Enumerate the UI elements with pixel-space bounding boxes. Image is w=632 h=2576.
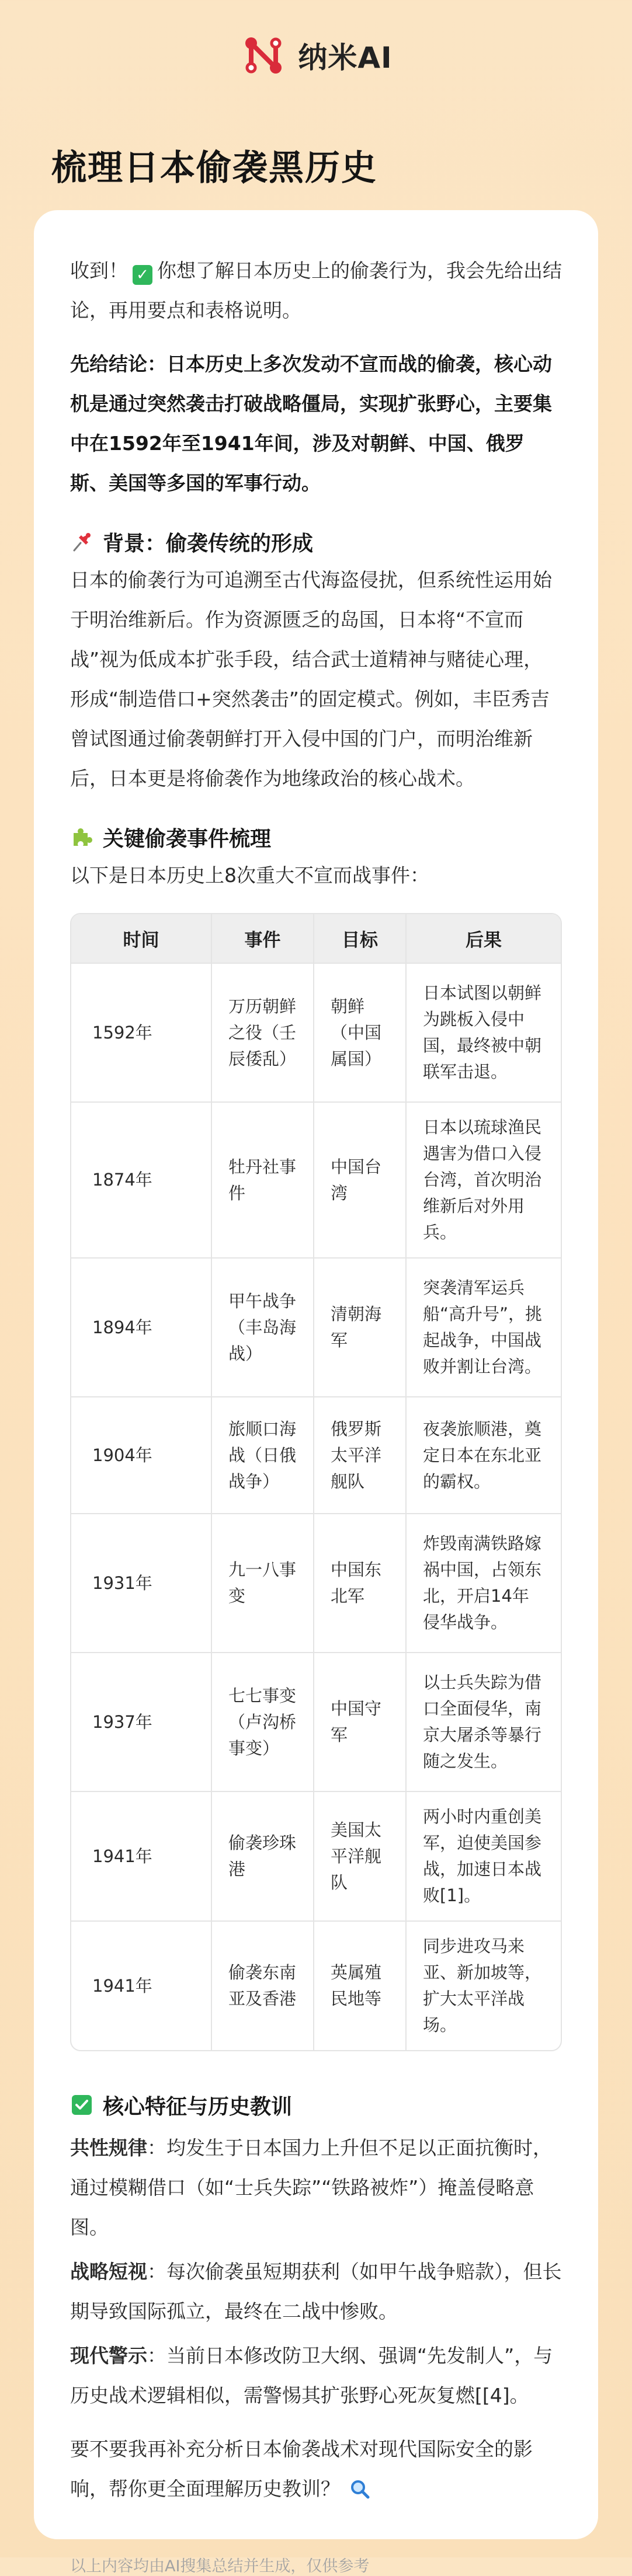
table-row bbox=[71, 1102, 561, 1258]
cell-target: 中国东北军 bbox=[314, 1514, 406, 1653]
cell-event: 万历朝鲜之役（壬辰倭乱） bbox=[211, 963, 314, 1102]
lesson-label: 战略短视 bbox=[70, 2260, 147, 2283]
cell-event: 偷袭东南亚及香港 bbox=[211, 1921, 314, 2050]
cell-target: 中国守军 bbox=[314, 1653, 406, 1791]
ai-disclaimer: 以上内容均由AI搜集总结并生成，仅供参考 bbox=[70, 2557, 370, 2575]
cell-result: 同步进攻马来亚、新加坡等，扩大太平洋战场。 bbox=[406, 1921, 561, 2050]
pushpin-icon bbox=[70, 530, 93, 553]
background-heading bbox=[70, 523, 562, 560]
events-table bbox=[70, 913, 562, 2051]
header-time: 时间 bbox=[71, 914, 211, 963]
cell-target: 中国台湾 bbox=[314, 1102, 406, 1258]
cell-target: 英属殖民地等 bbox=[314, 1921, 406, 2050]
table-row bbox=[71, 1921, 561, 2050]
lesson-label: 现代警示 bbox=[70, 2344, 147, 2367]
lesson-item bbox=[70, 2252, 562, 2331]
cell-time: 1941年 bbox=[71, 1921, 211, 2050]
cell-result: 突袭清军运兵船“高升号”，挑起战争，中国战败并割让台湾。 bbox=[406, 1258, 561, 1397]
cell-target: 朝鲜（中国属国） bbox=[314, 963, 406, 1102]
cell-result: 两小时内重创美军，迫使美国参战，加速日本战败[1]。 bbox=[406, 1791, 561, 1921]
nami-logo-icon[interactable] bbox=[239, 32, 287, 79]
cell-event: 牡丹社事件 bbox=[211, 1102, 314, 1258]
cell-time: 1904年 bbox=[71, 1397, 211, 1514]
closing-paragraph bbox=[70, 2429, 562, 2512]
events-heading-text: 关键偷袭事件梳理 bbox=[103, 827, 272, 851]
cell-event: 七七事变（卢沟桥事变） bbox=[211, 1653, 314, 1791]
table-row bbox=[71, 963, 561, 1102]
lessons-heading-text: 核心特征与历史教训 bbox=[103, 2094, 293, 2119]
cell-target: 美国太平洋舰队 bbox=[314, 1791, 406, 1921]
background-heading-text: 背景：偷袭传统的形成 bbox=[103, 531, 314, 556]
answer-card bbox=[34, 210, 598, 2575]
check-mark-icon: ✓ bbox=[133, 265, 152, 285]
intro-text-start: 收到！ bbox=[70, 259, 128, 282]
cell-event: 甲午战争（丰岛海战） bbox=[211, 1258, 314, 1397]
cell-result: 夜袭旅顺港，奠定日本在东北亚的霸权。 bbox=[406, 1397, 561, 1514]
events-intro: 以下是日本历史上8次重大不宣而战事件： bbox=[70, 864, 429, 887]
table-header-row bbox=[71, 914, 561, 963]
lesson-text: ：当前日本修改防卫大纲、强调“先发制人”，与历史战术逻辑相似，需警惕其扩张野心死灰复燃[[4]。 bbox=[70, 2344, 553, 2407]
lesson-item bbox=[70, 2336, 562, 2415]
header-target: 目标 bbox=[314, 914, 406, 963]
background-paragraph: 日本的偷袭行为可追溯至古代海盗侵扰，但系统性运用始于明治维新后。作为资源匮乏的岛国，日本将“不宣而战”视为低成本扩张手段，结合武士道精神与赌徒心理，形成“制造借口+突然袭击”的固定模式。例如，丰臣秀吉曾试图通过偷袭朝鲜打开入侵中国的门户，而明治维新后，日本更是将偷袭作为地缘政治的核心战术。 bbox=[70, 569, 552, 790]
cell-time: 1931年 bbox=[71, 1514, 211, 1653]
lesson-item bbox=[70, 2128, 562, 2247]
app-header bbox=[0, 0, 632, 111]
table-row bbox=[71, 1397, 561, 1514]
cell-time: 1894年 bbox=[71, 1258, 211, 1397]
cell-result: 炸毁南满铁路嫁祸中国，占领东北，开启14年侵华战争。 bbox=[406, 1514, 561, 1653]
magnifier-icon bbox=[350, 2473, 370, 2512]
events-heading bbox=[70, 818, 562, 856]
lessons-heading bbox=[70, 2086, 562, 2124]
cell-time: 1874年 bbox=[71, 1102, 211, 1258]
cell-result: 日本试图以朝鲜为跳板入侵中国，最终被中朝联军击退。 bbox=[406, 963, 561, 1102]
table-row bbox=[71, 1258, 561, 1397]
puzzle-icon bbox=[70, 825, 93, 849]
cell-event: 九一八事变 bbox=[211, 1514, 314, 1653]
brand-name: 纳米AI bbox=[298, 41, 393, 75]
cell-time: 1592年 bbox=[71, 963, 211, 1102]
lesson-text: ：均发生于日本国力上升但不足以正面抗衡时，通过模糊借口（如“士兵失踪”“铁路被炸”）掩盖侵略意图。 bbox=[70, 2136, 552, 2239]
intro-paragraph bbox=[70, 251, 562, 330]
table-row bbox=[71, 1514, 561, 1653]
table-row bbox=[71, 1653, 561, 1791]
cell-time: 1937年 bbox=[71, 1653, 211, 1791]
check-box-icon bbox=[70, 2093, 93, 2117]
header-result: 后果 bbox=[406, 914, 561, 963]
cell-result: 以士兵失踪为借口全面侵华，南京大屠杀等暴行随之发生。 bbox=[406, 1653, 561, 1791]
closing-text: 要不要我再补充分析日本偷袭战术对现代国际安全的影响，帮你更全面理解历史教训？ bbox=[70, 2438, 533, 2500]
cell-event: 旅顺口海战（日俄战争） bbox=[211, 1397, 314, 1514]
conclusion-paragraph: 先给结论：日本历史上多次发动不宣而战的偷袭，核心动机是通过突然袭击打破战略僵局，实现扩张野心，主要集中在1592年至1941年间，涉及对朝鲜、中国、俄罗斯、美国等多国的军事行动。 bbox=[70, 353, 552, 494]
page-title: 梳理日本偷袭黑历史 bbox=[51, 148, 377, 189]
cell-target: 俄罗斯太平洋舰队 bbox=[314, 1397, 406, 1514]
cell-event: 偷袭珍珠港 bbox=[211, 1791, 314, 1921]
lesson-label: 共性规律 bbox=[70, 2136, 147, 2159]
cell-target: 清朝海军 bbox=[314, 1258, 406, 1397]
table-row bbox=[71, 1791, 561, 1921]
lesson-text: ：每次偷袭虽短期获利（如甲午战争赔款），但长期导致国际孤立，最终在二战中惨败。 bbox=[70, 2260, 562, 2323]
header-event: 事件 bbox=[211, 914, 314, 963]
cell-result: 日本以琉球渔民遇害为借口入侵台湾，首次明治维新后对外用兵。 bbox=[406, 1102, 561, 1258]
intro-text-end: 你想了解日本历史上的偷袭行为，我会先给出结论，再用要点和表格说明。 bbox=[70, 259, 562, 322]
cell-time: 1941年 bbox=[71, 1791, 211, 1921]
